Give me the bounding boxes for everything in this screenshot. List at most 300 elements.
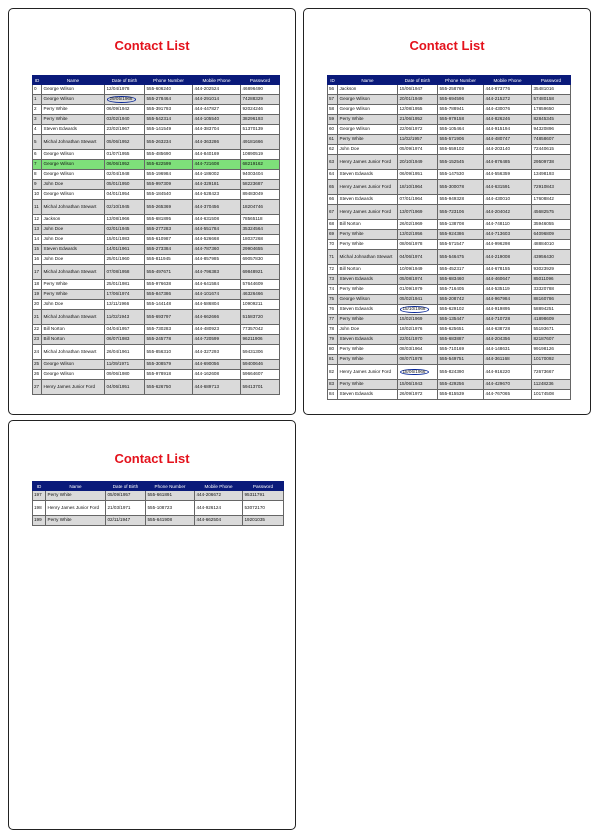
table-row: [328, 295, 571, 305]
cell-dob: 18/10/1964: [398, 180, 438, 195]
cell-id: 14: [33, 235, 42, 245]
table-row: [33, 180, 280, 190]
table-row: [33, 290, 280, 300]
cell-password: 18204746: [241, 200, 280, 215]
cell-name: Steven Edwards: [338, 335, 398, 345]
header-dob: Date of Birth: [398, 76, 438, 85]
cell-phone: 555-979158: [438, 115, 484, 125]
cell-id: 23: [33, 335, 42, 345]
table-row: [328, 125, 571, 135]
cell-phone: 555-277283: [145, 225, 193, 235]
cell-name: Michal Johnathan Stewart: [42, 345, 105, 360]
cell-id: 76: [328, 305, 338, 315]
cell-name: Michal Johnathan Stewart: [42, 265, 105, 280]
table-row: [328, 195, 571, 205]
cell-mobile: 444-204042: [484, 205, 532, 220]
cell-mobile: 444-528423: [193, 190, 241, 200]
cell-mobile: 444-203140: [484, 145, 532, 155]
cell-password: 29904655: [241, 245, 280, 255]
cell-dob: 02/01/1945: [105, 225, 145, 235]
cell-name: Perry White: [46, 491, 106, 501]
table-row: [33, 360, 280, 370]
cell-password: 10170092: [532, 355, 571, 365]
header-mobile: Mobile Phone: [195, 482, 243, 491]
cell-mobile: 444-430010: [484, 195, 532, 205]
cell-password: 46896490: [241, 85, 280, 95]
cell-id: 73: [328, 275, 338, 285]
cell-phone: 555-856310: [145, 345, 193, 360]
table-row: [33, 501, 284, 516]
cell-name: Michal Johnathan Stewart: [338, 250, 398, 265]
cell-phone: 555-730283: [145, 325, 193, 335]
cell-mobile: 444-370456: [193, 200, 241, 215]
cell-mobile: 444-840169: [193, 150, 241, 160]
cell-password: 59664607: [241, 370, 280, 380]
cell-id: 68: [328, 220, 338, 230]
cell-password: 74858607: [532, 135, 571, 145]
cell-dob: 06/09/1942: [105, 105, 145, 115]
cell-phone: 555-811945: [145, 255, 193, 265]
cell-id: 13: [33, 225, 42, 235]
cell-name: Michal Johnathan Stewart: [42, 200, 105, 215]
table-row: [328, 250, 571, 265]
table-row: [33, 255, 280, 265]
cell-name: Perry White: [338, 135, 398, 145]
cell-phone: 555-661891: [146, 491, 195, 501]
table-row: [33, 170, 280, 180]
cell-name: Perry White: [338, 380, 398, 390]
cell-dob: 13/08/1966: [105, 215, 145, 225]
cell-id: 21: [33, 310, 42, 325]
cell-mobile: 444-638728: [484, 325, 532, 335]
cell-password: 64096809: [532, 230, 571, 240]
cell-dob: 04/01/1954: [105, 190, 145, 200]
cell-id: 11: [33, 200, 42, 215]
dob-annotation-circle: 29/05/1968: [107, 96, 136, 102]
cell-dob: 10/09/1949: [398, 265, 438, 275]
cell-id: 20: [33, 300, 42, 310]
cell-id: 5: [33, 135, 42, 150]
cell-name: Steven Edwards: [338, 390, 398, 400]
cell-password: 93023929: [532, 265, 571, 275]
cell-mobile: 444-186002: [193, 170, 241, 180]
cell-id: 81: [328, 355, 338, 365]
table-row: [328, 95, 571, 105]
cell-dob: 13/11/1966: [105, 300, 145, 310]
header-mobile: Mobile Phone: [484, 76, 532, 85]
cell-id: 18: [33, 280, 42, 290]
cell-mobile: 444-690056: [193, 360, 241, 370]
cell-phone: 555-997309: [145, 180, 193, 190]
cell-mobile: 444-329181: [193, 180, 241, 190]
table-row: [328, 115, 571, 125]
cell-phone: 555-263234: [145, 135, 193, 150]
cell-dob: 21/06/1952: [398, 115, 438, 125]
cell-password: 69848921: [241, 265, 280, 280]
cell-id: 82: [328, 365, 338, 380]
cell-phone: 555-152545: [438, 155, 484, 170]
contact-table: [327, 75, 571, 400]
page-3: [8, 420, 296, 830]
cell-mobile: 444-996298: [484, 240, 532, 250]
cell-dob: 04/06/1974: [398, 250, 438, 265]
table-row: [33, 280, 280, 290]
cell-mobile: 444-678155: [484, 265, 532, 275]
table-row: [328, 285, 571, 295]
cell-mobile: 444-105540: [193, 115, 241, 125]
cell-name: Perry White: [338, 355, 398, 365]
table-row: [33, 345, 280, 360]
cell-password: 69057830: [241, 255, 280, 265]
cell-phone: 555-976638: [145, 280, 193, 290]
table-row: [328, 275, 571, 285]
cell-id: 63: [328, 155, 338, 170]
table-row: [328, 315, 571, 325]
cell-password: 35481016: [532, 85, 571, 95]
cell-mobile: 444-215272: [484, 95, 532, 105]
table-row: [328, 170, 571, 180]
cell-name: Bill Norton: [338, 220, 398, 230]
cell-name: Henry James Junior Ford: [46, 501, 106, 516]
table-row: [328, 345, 571, 355]
cell-password: 94320896: [532, 125, 571, 135]
cell-mobile: 444-206672: [195, 491, 243, 501]
cell-dob: 02/10/1945: [105, 200, 145, 215]
cell-password: 58894251: [532, 305, 571, 315]
table-row: [328, 240, 571, 250]
cell-mobile: 444-631508: [193, 215, 241, 225]
cell-dob: 05/01/1950: [105, 180, 145, 190]
table-row: [33, 125, 280, 135]
table-header-row: [328, 76, 571, 85]
cell-name: John Doe: [42, 180, 105, 190]
cell-mobile: 444-631591: [484, 180, 532, 195]
cell-phone: 555-681895: [145, 215, 193, 225]
cell-id: 58: [328, 105, 338, 115]
cell-phone: 555-141549: [145, 125, 193, 135]
header-dob: Date of Birth: [106, 482, 146, 491]
cell-phone: 555-278464: [145, 95, 193, 105]
cell-name: John Doe: [42, 255, 105, 265]
header-id: ID: [328, 76, 338, 85]
cell-mobile: 444-535119: [484, 285, 532, 295]
cell-password: 95311791: [243, 491, 284, 501]
page-title: Contact List: [409, 38, 485, 53]
table-row: [33, 516, 284, 526]
cell-dob: 04/06/1951: [105, 380, 145, 395]
cell-mobile: 444-873776: [484, 85, 532, 95]
table-row: [328, 265, 571, 275]
cell-phone: 555-559102: [438, 145, 484, 155]
cell-mobile: 444-219008: [484, 250, 532, 265]
cell-name: George Wilson: [338, 105, 398, 115]
cell-mobile: 444-710728: [484, 315, 532, 325]
cell-name: Perry White: [42, 290, 105, 300]
header-id: ID: [33, 482, 46, 491]
cell-phone: 555-606240: [145, 85, 193, 95]
cell-name: John Doe: [338, 325, 398, 335]
cell-phone: 555-629102: [438, 305, 484, 315]
cell-mobile: 444-148631: [484, 345, 532, 355]
cell-dob: 26/04/1961: [105, 345, 145, 360]
cell-name: Steven Edwards: [42, 245, 105, 255]
cell-name: George Wilson: [42, 160, 105, 170]
cell-mobile: 444-967984: [484, 295, 532, 305]
cell-name: Perry White: [338, 240, 398, 250]
cell-dob: 23/02/1967: [105, 125, 145, 135]
table-row: [33, 215, 280, 225]
cell-name: Henry James Junior Ford: [338, 180, 398, 195]
cell-name: John Doe: [338, 145, 398, 155]
cell-password: 59413701: [241, 380, 280, 395]
cell-phone: 555-497671: [145, 265, 193, 280]
cell-dob: 07/01/1964: [398, 195, 438, 205]
cell-id: 9: [33, 180, 42, 190]
cell-mobile: 444-556359: [484, 170, 532, 180]
cell-mobile: 444-162608: [193, 370, 241, 380]
cell-password: 46326466: [241, 290, 280, 300]
cell-name: George Wilson: [42, 95, 105, 105]
cell-mobile: 444-926124: [195, 501, 243, 516]
cell-name: John Doe: [42, 300, 105, 310]
cell-password: 41898609: [532, 315, 571, 325]
cell-password: 49181666: [241, 135, 280, 150]
cell-password: 51370139: [241, 125, 280, 135]
table-row: [33, 380, 280, 395]
cell-password: 59400646: [241, 360, 280, 370]
cell-phone: 555-300078: [438, 180, 484, 195]
cell-mobile: 444-363286: [193, 135, 241, 150]
cell-phone: 555-571547: [438, 240, 484, 250]
table-row: [328, 335, 571, 345]
cell-name: Henry James Junior Ford: [42, 380, 105, 395]
cell-id: 71: [328, 250, 338, 265]
cell-id: 10: [33, 190, 42, 200]
cell-phone: 555-978918: [145, 370, 193, 380]
cell-phone: 555-196984: [145, 170, 193, 180]
cell-id: 77: [328, 315, 338, 325]
cell-mobile: 444-361168: [484, 355, 532, 365]
table-row: [33, 190, 280, 200]
cell-mobile: 444-720599: [193, 335, 241, 345]
table-row: [328, 365, 571, 380]
cell-phone: 555-208742: [438, 295, 484, 305]
cell-id: 198: [33, 501, 46, 516]
cell-password: 58223687: [241, 180, 280, 190]
cell-dob: 20/10/1949: [398, 155, 438, 170]
cell-dob: 05/08/1974: [398, 275, 438, 285]
cell-dob: 04/04/1957: [105, 325, 145, 335]
cell-phone: 555-625651: [438, 325, 484, 335]
cell-phone: 555-694596: [438, 95, 484, 105]
cell-id: 0: [33, 85, 42, 95]
cell-name: George Wilson: [338, 95, 398, 105]
cell-name: Henry James Junior Ford: [338, 365, 398, 380]
cell-mobile: 444-689713: [193, 380, 241, 395]
cell-id: 64: [328, 170, 338, 180]
cell-phone: 555-815539: [438, 390, 484, 400]
cell-name: Perry White: [46, 516, 106, 526]
cell-name: Jackson: [42, 215, 105, 225]
cell-mobile: 444-460647: [484, 275, 532, 285]
cell-dob: 02/04/1948: [105, 170, 145, 180]
cell-name: Steven Edwards: [42, 125, 105, 135]
cell-phone: 555-571906: [438, 135, 484, 145]
cell-password: 17608842: [532, 195, 571, 205]
cell-mobile: 444-662504: [195, 516, 243, 526]
cell-mobile: 444-748110: [484, 220, 532, 230]
cell-password: 74288329: [241, 95, 280, 105]
cell-password: 72440615: [532, 145, 571, 155]
table-row: [33, 325, 280, 335]
cell-phone: 555-723106: [438, 205, 484, 220]
cell-id: 84: [328, 390, 338, 400]
table-row: [328, 145, 571, 155]
cell-password: 18037268: [241, 235, 280, 245]
cell-mobile: 444-796383: [193, 265, 241, 280]
table-row: [33, 85, 280, 95]
page-1: [8, 8, 296, 415]
cell-phone: 555-949328: [438, 195, 484, 205]
cell-id: 69: [328, 230, 338, 240]
cell-dob: 11/02/1957: [398, 135, 438, 145]
cell-name: Michal Johnathan Stewart: [42, 135, 105, 150]
cell-id: 27: [33, 380, 42, 395]
cell-phone: 555-485690: [145, 150, 193, 160]
cell-name: Perry White: [338, 315, 398, 325]
table-row: [33, 491, 284, 501]
header-password: Password: [243, 482, 284, 491]
cell-name: Perry White: [338, 285, 398, 295]
cell-password: 17859650: [532, 105, 571, 115]
cell-id: 12: [33, 215, 42, 225]
cell-id: 199: [33, 516, 46, 526]
table-row: [33, 265, 280, 280]
cell-phone: 555-184540: [145, 190, 193, 200]
cell-id: 60: [328, 125, 338, 135]
cell-password: 72673667: [532, 365, 571, 380]
cell-mobile: 444-101674: [193, 290, 241, 300]
cell-password: 13498193: [532, 170, 571, 180]
cell-id: 3: [33, 115, 42, 125]
header-phone: Phone Number: [438, 76, 484, 85]
cell-name: Steven Edwards: [338, 195, 398, 205]
cell-id: 75: [328, 295, 338, 305]
cell-password: 11248236: [532, 380, 571, 390]
cell-id: 57: [328, 95, 338, 105]
cell-id: 61: [328, 135, 338, 145]
cell-id: 22: [33, 325, 42, 335]
cell-mobile: 444-480923: [193, 325, 241, 335]
table-row: [328, 155, 571, 170]
cell-dob: 26/09/1972: [398, 390, 438, 400]
cell-mobile: 444-383704: [193, 125, 241, 135]
cell-name: Henry James Junior Ford: [338, 205, 398, 220]
cell-password: 51583720: [241, 310, 280, 325]
cell-dob: 12/08/1955: [398, 105, 438, 115]
cell-dob: 08/07/1978: [398, 355, 438, 365]
cell-id: 197: [33, 491, 46, 501]
cell-name: Steven Edwards: [338, 275, 398, 285]
table-header-row: [33, 76, 280, 85]
cell-password: 43956430: [532, 250, 571, 265]
cell-password: 10890519: [241, 150, 280, 160]
cell-id: 7: [33, 160, 42, 170]
cell-mobile: 444-767065: [484, 390, 532, 400]
table-row: [328, 85, 571, 95]
cell-dob: 06/06/1952: [105, 160, 145, 170]
cell-mobile: 444-787360: [193, 245, 241, 255]
header-name: Name: [42, 76, 105, 85]
cell-password: 55193671: [532, 325, 571, 335]
cell-id: 1: [33, 95, 42, 105]
table-row: [328, 180, 571, 195]
cell-password: 57644609: [241, 280, 280, 290]
cell-password: 82845345: [532, 115, 571, 125]
cell-id: 2: [33, 105, 42, 115]
cell-dob: 13/07/1969: [398, 205, 438, 220]
cell-id: 26: [33, 370, 42, 380]
table-row: [33, 245, 280, 255]
cell-dob: [398, 365, 438, 380]
cell-phone: 555-824390: [438, 365, 484, 380]
cell-id: 80: [328, 345, 338, 355]
table-row: [33, 200, 280, 215]
cell-dob: 05/09/1974: [398, 145, 438, 155]
cell-id: 67: [328, 205, 338, 220]
cell-mobile: 444-857985: [193, 255, 241, 265]
cell-password: 35324564: [241, 225, 280, 235]
cell-name: George Wilson: [42, 150, 105, 160]
cell-phone: 555-429256: [438, 380, 484, 390]
cell-dob: 01/07/1955: [105, 150, 145, 160]
table-row: [33, 135, 280, 150]
cell-name: John Doe: [42, 235, 105, 245]
cell-phone: 555-716405: [438, 285, 484, 295]
table-row: [328, 390, 571, 400]
cell-phone: 555-542314: [145, 115, 193, 125]
table-row: [33, 310, 280, 325]
table-row: [33, 115, 280, 125]
cell-id: 25: [33, 360, 42, 370]
cell-phone: 555-105464: [438, 125, 484, 135]
table-row: [33, 370, 280, 380]
cell-phone: 555-641908: [146, 516, 195, 526]
cell-id: 66: [328, 195, 338, 205]
cell-phone: 555-626750: [145, 380, 193, 395]
cell-id: 79: [328, 335, 338, 345]
cell-password: 96211906: [241, 335, 280, 345]
cell-name: Perry White: [338, 345, 398, 355]
cell-dob: 25/01/1981: [105, 280, 145, 290]
header-phone: Phone Number: [146, 482, 195, 491]
cell-dob: 17/06/1974: [105, 290, 145, 300]
cell-phone: 555-622599: [145, 160, 193, 170]
cell-dob: 21/03/1971: [106, 501, 146, 516]
cell-id: 65: [328, 180, 338, 195]
cell-password: 89483049: [241, 190, 280, 200]
contact-table: [32, 481, 284, 526]
cell-name: George Wilson: [42, 360, 105, 370]
cell-password: 59431306: [241, 345, 280, 360]
cell-password: 29509738: [532, 155, 571, 170]
cell-id: 17: [33, 265, 42, 280]
cell-password: 85011096: [532, 275, 571, 285]
cell-name: Michal Johnathan Stewart: [42, 310, 105, 325]
cell-dob: 11/09/1971: [105, 360, 145, 370]
cell-dob: 15/02/1969: [398, 315, 438, 325]
cell-dob: 07/08/1958: [105, 265, 145, 280]
